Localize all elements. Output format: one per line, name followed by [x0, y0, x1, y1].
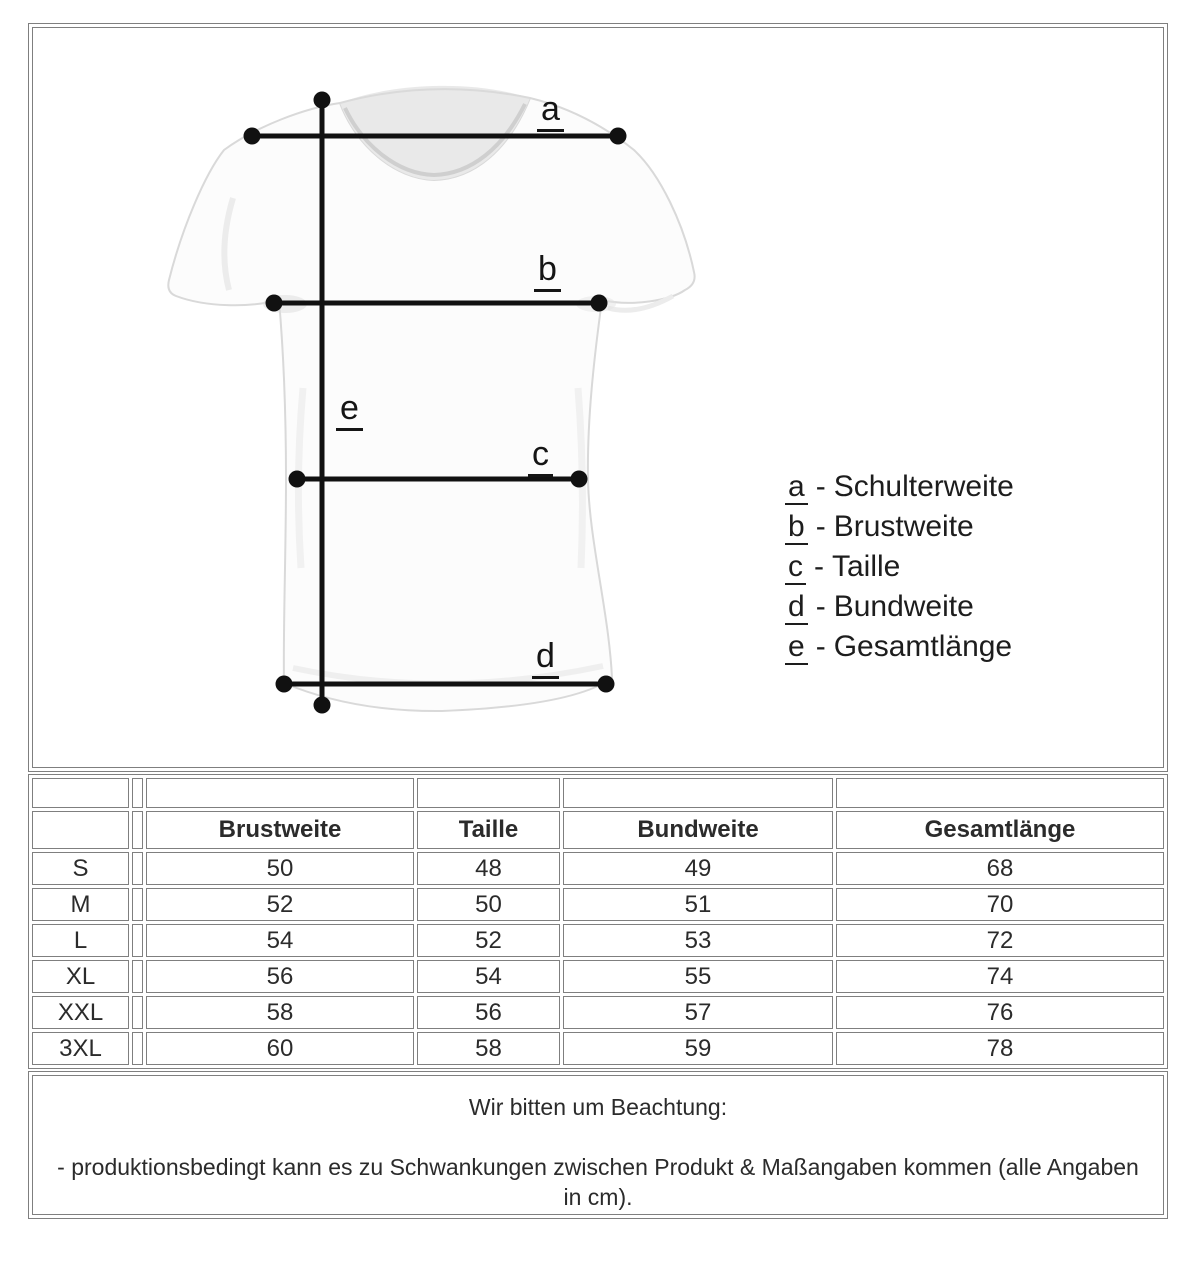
value-cell: 52 [417, 924, 560, 957]
value-cell: 48 [417, 852, 560, 885]
empty-cell [836, 778, 1164, 808]
column-header-taille: Taille [417, 811, 560, 849]
diagram-panel [28, 23, 1168, 772]
measurement-legend [785, 469, 1014, 669]
value-cell: 68 [836, 852, 1164, 885]
value-cell: 57 [563, 996, 833, 1029]
value-cell: 56 [417, 996, 560, 1029]
mark-label-d: d [532, 639, 559, 679]
value-cell: 78 [836, 1032, 1164, 1065]
legend-term: Gesamtlänge [833, 630, 1013, 663]
legend-item-d [785, 589, 1014, 629]
diagram-canvas [32, 27, 1164, 768]
footer-heading: Wir bitten um Beachtung: [468, 1094, 728, 1120]
value-cell: 50 [417, 888, 560, 921]
column-header-brustweite: Brustweite [146, 811, 414, 849]
footer-panel [28, 1071, 1168, 1219]
legend-letter: e [785, 631, 808, 665]
legend-item-a [785, 469, 1014, 509]
legend-separator: - [815, 630, 826, 663]
legend-separator: - [815, 590, 826, 623]
value-cell: 60 [146, 1032, 414, 1065]
legend-separator: - [814, 550, 824, 583]
empty-cell [32, 811, 129, 849]
column-header-bundweite: Bundweite [563, 811, 833, 849]
table-row-l [32, 924, 1164, 957]
legend-term: Taille [832, 550, 901, 583]
value-cell: 51 [563, 888, 833, 921]
size-label: M [32, 888, 129, 921]
table-row-xl [32, 960, 1164, 993]
empty-cell [417, 778, 560, 808]
legend-term: Brustweite [833, 510, 974, 543]
spacer-cell [132, 924, 143, 957]
size-label: XXL [32, 996, 129, 1029]
spacer-cell [132, 778, 143, 808]
legend-item-e [785, 629, 1014, 669]
legend-letter: a [785, 471, 808, 505]
size-label: 3XL [32, 1032, 129, 1065]
legend-term: Bundweite [833, 590, 974, 623]
spacer-cell [132, 996, 143, 1029]
table-row-empty [32, 778, 1164, 808]
value-cell: 58 [146, 996, 414, 1029]
legend-term: Schulterweite [833, 470, 1014, 503]
mark-label-a: a [537, 92, 564, 132]
empty-cell [563, 778, 833, 808]
footer-note-text: - produktionsbedingt kann es zu Schwankungen zwischen Produkt & Maßangaben kommen (alle Angaben in cm). [57, 1154, 1139, 1210]
legend-letter: b [785, 511, 808, 545]
legend-item-b [785, 509, 1014, 549]
table-row-s [32, 852, 1164, 885]
size-label: L [32, 924, 129, 957]
legend-letter: d [785, 591, 808, 625]
mark-label-e: e [336, 391, 363, 431]
value-cell: 50 [146, 852, 414, 885]
legend-letter: c [785, 551, 806, 585]
value-cell: 56 [146, 960, 414, 993]
empty-cell [146, 778, 414, 808]
value-cell: 54 [417, 960, 560, 993]
value-cell: 70 [836, 888, 1164, 921]
mark-label-c: c [528, 437, 553, 477]
value-cell: 54 [146, 924, 414, 957]
table-row-xxl [32, 996, 1164, 1029]
spacer-cell [132, 852, 143, 885]
value-cell: 53 [563, 924, 833, 957]
legend-item-c [785, 549, 1014, 589]
column-header-gesamtlaenge: Gesamtlänge [836, 811, 1164, 849]
value-cell: 52 [146, 888, 414, 921]
value-cell: 59 [563, 1032, 833, 1065]
value-cell: 72 [836, 924, 1164, 957]
size-table [28, 774, 1168, 1069]
value-cell: 55 [563, 960, 833, 993]
spacer-cell [132, 960, 143, 993]
size-label: XL [32, 960, 129, 993]
value-cell: 76 [836, 996, 1164, 1029]
size-chart-page [28, 23, 1168, 1221]
value-cell: 49 [563, 852, 833, 885]
empty-cell [32, 778, 129, 808]
table-row-m [32, 888, 1164, 921]
spacer-cell [132, 888, 143, 921]
mark-label-b: b [534, 252, 561, 292]
footer-note-box [32, 1075, 1164, 1215]
spacer-cell [132, 811, 143, 849]
value-cell: 74 [836, 960, 1164, 993]
spacer-cell [132, 1032, 143, 1065]
legend-separator: - [815, 510, 826, 543]
size-label: S [32, 852, 129, 885]
table-header-row [32, 811, 1164, 849]
legend-separator: - [815, 470, 826, 503]
table-row-3xl [32, 1032, 1164, 1065]
value-cell: 58 [417, 1032, 560, 1065]
